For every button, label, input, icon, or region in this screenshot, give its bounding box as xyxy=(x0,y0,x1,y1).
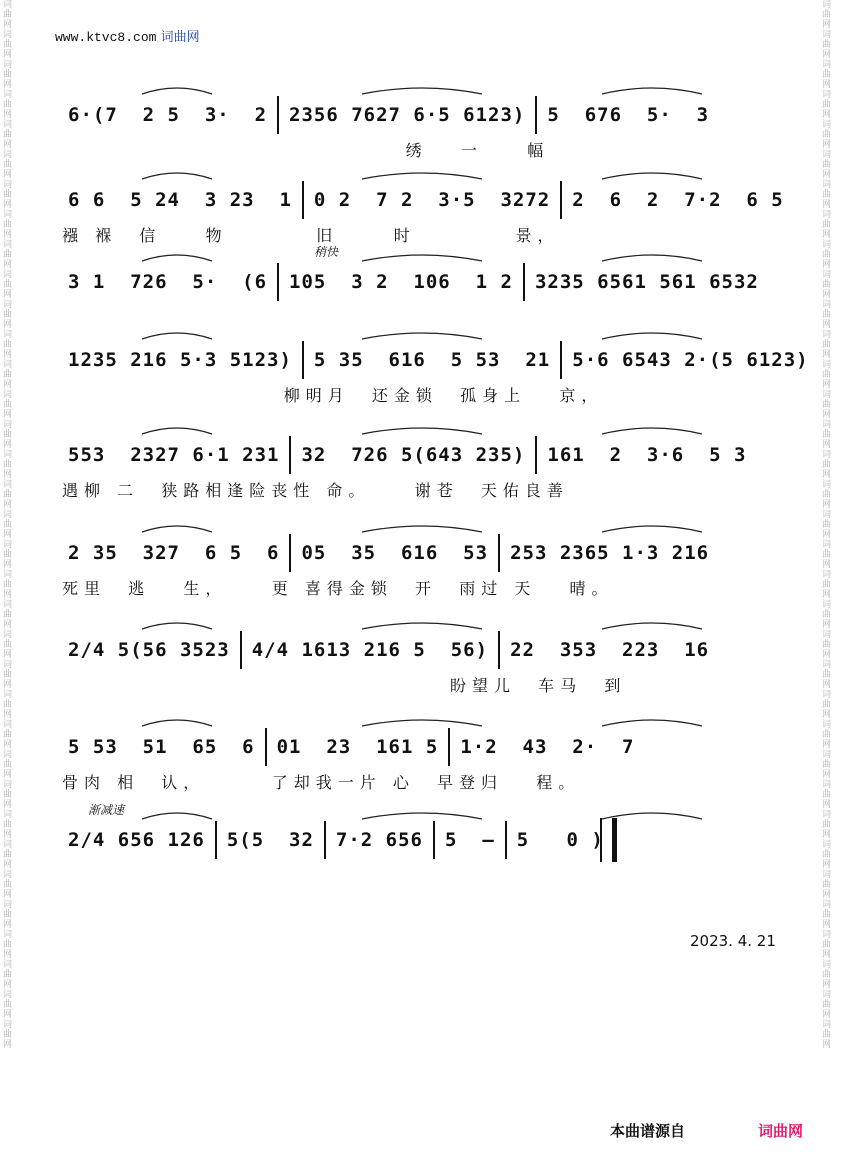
slur-arc xyxy=(602,173,702,179)
measure-group: 5 676 5· 3 xyxy=(547,103,710,126)
measure-group: 3 1 726 5· (6 xyxy=(68,270,268,293)
score-line xyxy=(62,712,782,796)
lyrics-row: 遇柳 二 狭路相逢险丧性 命。 谢苍 天佑良善 xyxy=(62,481,569,500)
lyrics-row: 柳明月 还金锁 孤身上 京， xyxy=(62,386,604,405)
score-line xyxy=(62,518,782,602)
site-url[interactable]: www.ktvc8.com xyxy=(55,30,157,45)
watermark-right: 词曲网词曲网词曲网词曲网词曲网词曲网词曲网词曲网词曲网词曲网词曲网词曲网词曲网词曲网词曲网词曲网词曲网词曲网词曲网词曲网词曲网词曲网词曲网词曲网词曲网词曲网词曲网词曲网词曲网词曲网词曲网词曲网词曲网词曲网词曲网 xyxy=(822,0,832,1050)
slur-arc xyxy=(602,623,702,629)
tempo-marking: 渐减速 xyxy=(88,803,125,817)
slur-marks xyxy=(62,420,782,504)
slur-arc xyxy=(142,813,212,819)
slur-arc xyxy=(362,623,482,629)
lyrics-row: 骨肉 相 认， 了却我一片 心 早登归 程。 xyxy=(62,773,581,792)
slur-marks xyxy=(62,165,782,249)
site-header xyxy=(55,26,200,45)
measure-group: 4/4 1613 216 5 56) xyxy=(251,638,489,661)
lyrics-row: 盼望儿 车马 到 xyxy=(62,676,627,695)
measure-group: 2 6 2 7·2 6 5 xyxy=(572,188,784,211)
measure-group: 1235 216 5·3 5123) xyxy=(68,348,292,371)
slur-arc xyxy=(362,720,482,726)
score-line xyxy=(62,615,782,699)
measure-group: 6·(7 2 5 3· 2 xyxy=(68,103,268,126)
slur-arc xyxy=(142,526,212,532)
slur-arc xyxy=(362,88,482,94)
score-line xyxy=(62,165,782,249)
slur-arc xyxy=(362,333,482,339)
score-line xyxy=(62,420,782,504)
slur-arc xyxy=(142,720,212,726)
slur-marks xyxy=(62,518,782,602)
slur-arc xyxy=(362,526,482,532)
measure-group: 2/4 656 126 xyxy=(68,828,205,851)
measure-group: 253 2365 1·3 216 xyxy=(510,541,710,564)
measure-group: 0 2 7 2 3·5 3272 xyxy=(313,188,551,211)
measure-group: 3235 6561 561 6532 xyxy=(534,270,759,293)
slur-marks xyxy=(62,805,782,889)
slur-marks xyxy=(62,80,782,164)
measure-group: 32 726 5(643 235) xyxy=(301,443,526,466)
lyrics-row: 绣 一 幅 xyxy=(62,141,550,160)
lyrics-row: 襁 褓 信 物 旧 时 景， xyxy=(62,226,560,245)
measure-group: 5 – xyxy=(445,828,495,851)
measure-group: 7·2 656 xyxy=(335,828,423,851)
slur-arc xyxy=(142,428,212,434)
score-line xyxy=(62,325,809,409)
slur-arc xyxy=(142,173,212,179)
measure-group: 5 0 ) xyxy=(516,828,604,851)
slur-arc xyxy=(142,333,212,339)
measure-group: 5·6 6543 2·(5 6123) xyxy=(572,348,809,371)
slur-arc xyxy=(602,428,702,434)
slur-marks xyxy=(62,325,782,409)
tempo-marking: 稍快 xyxy=(314,245,339,259)
measure-group: 22 353 223 16 xyxy=(510,638,710,661)
measure-group: 5 35 616 5 53 21 xyxy=(313,348,551,371)
slur-arc xyxy=(362,173,482,179)
lyrics-row: 死里 逃 生， 更 喜得金锁 开 雨过 天 晴。 xyxy=(62,579,614,598)
slur-arc xyxy=(142,88,212,94)
measure-group: 5(5 32 xyxy=(226,828,314,851)
slur-arc xyxy=(602,333,702,339)
slur-arc xyxy=(362,428,482,434)
slur-arc xyxy=(602,813,702,819)
final-barline xyxy=(600,818,617,862)
slur-arc xyxy=(142,255,212,261)
slur-arc xyxy=(362,813,482,819)
slur-arc xyxy=(142,623,212,629)
measure-group: 2/4 5(56 3523 xyxy=(68,638,230,661)
slur-arc xyxy=(602,526,702,532)
measure-group: 161 2 3·6 5 3 xyxy=(547,443,747,466)
score-line xyxy=(62,805,782,889)
score-line xyxy=(62,247,782,331)
measure-group: 5 53 51 65 6 xyxy=(68,735,255,758)
measure-group: 05 35 616 53 xyxy=(301,541,489,564)
slur-arc xyxy=(602,88,702,94)
measure-group: 105 3 2 106 1 2 xyxy=(289,270,513,293)
footer-source-label: 本曲谱源自 xyxy=(610,1122,686,1140)
watermark-left: 词曲网词曲网词曲网词曲网词曲网词曲网词曲网词曲网词曲网词曲网词曲网词曲网词曲网词曲网词曲网词曲网词曲网词曲网词曲网词曲网词曲网词曲网词曲网词曲网词曲网词曲网词曲网词曲网词曲网词曲网词曲网词曲网词曲网词曲网词曲网 xyxy=(3,0,13,1050)
measure-group: 553 2327 6·1 231 xyxy=(68,443,280,466)
measure-group: 2 35 327 6 5 6 xyxy=(68,541,280,564)
measure-group: 01 23 161 5 xyxy=(276,735,439,758)
slur-marks xyxy=(62,247,782,331)
score-line xyxy=(62,80,782,164)
measure-group: 1·2 43 2· 7 xyxy=(460,735,635,758)
slur-arc xyxy=(602,720,702,726)
site-brand[interactable]: 词曲网 xyxy=(160,30,200,45)
slur-arc xyxy=(362,255,482,261)
score-date: 2023. 4. 21 xyxy=(690,932,776,950)
slur-marks xyxy=(62,615,782,699)
footer-brand-link[interactable]: 词曲网 xyxy=(758,1122,804,1140)
measure-group: 2356 7627 6·5 6123) xyxy=(289,103,526,126)
slur-marks xyxy=(62,712,782,796)
measure-group: 6 6 5 24 3 23 1 xyxy=(68,188,292,211)
slur-arc xyxy=(602,255,702,261)
